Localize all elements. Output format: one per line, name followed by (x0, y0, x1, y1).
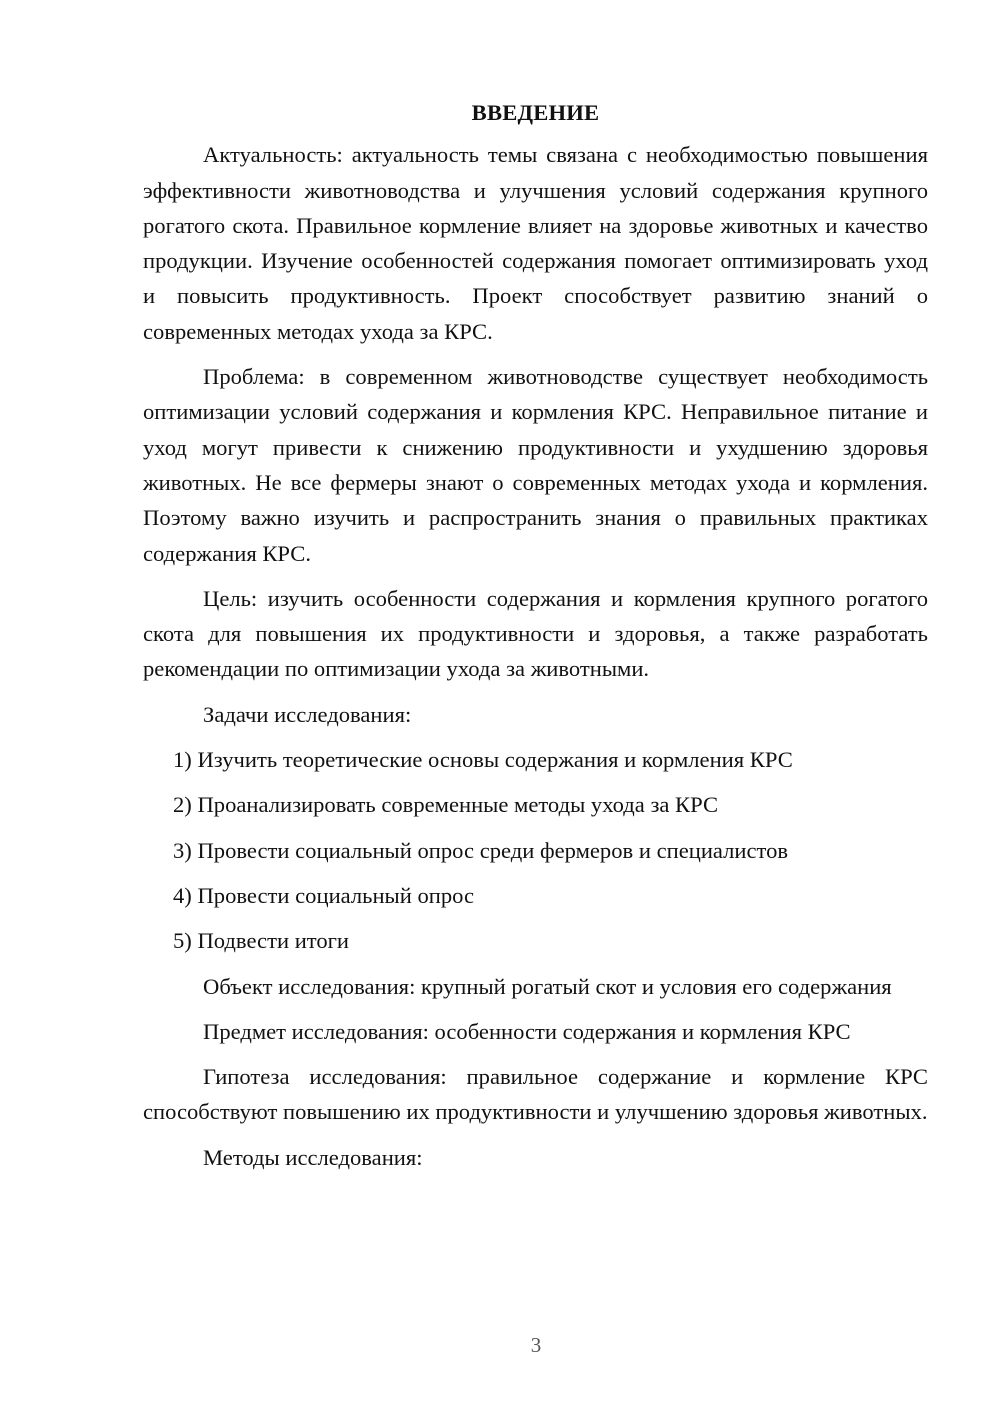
task-item: 2) Проанализировать современные методы ухода за КРС (173, 792, 719, 818)
document-body (143, 95, 928, 1185)
page-number: 3 (530, 1333, 542, 1357)
task-item: 1) Изучить теоретические основы содержания и кормления КРС (173, 747, 793, 773)
task-item: 5) Подвести итоги (173, 928, 350, 954)
task-item: 3) Провести социальный опрос среди фермеров и специалистов (173, 837, 789, 863)
relevance-paragraph: Актуальность: актуальность темы связана с необходимостью повышения эффективности животноводства и улучшения условий содержания крупного рогатого скота. Правильное кормление влияет на здоровье животных и качество продукции. Изучение особенностей содержания помогает оптимизировать уход и повысить продуктивность. Проект способствует развитию знаний о современных методах ухода за КРС. (143, 142, 928, 344)
subject-paragraph: Предмет исследования: особенности содержания и кормления КРС (203, 1018, 851, 1044)
tasks-heading: Задачи исследования: (203, 701, 412, 727)
object-paragraph: Объект исследования: крупный рогатый скот и условия его содержания (203, 973, 892, 999)
page-title: ВВЕДЕНИЕ (471, 100, 600, 125)
task-item: 4) Провести социальный опрос (173, 882, 475, 908)
methods-heading: Методы исследования: (203, 1144, 423, 1170)
goal-paragraph: Цель: изучить особенности содержания и кормления крупного рогатого скота для повышения их продуктивности и здоровья, а также разработать рекомендации по оптимизации ухода за животными. (143, 585, 928, 682)
tasks-list (143, 742, 928, 958)
hypothesis-paragraph: Гипотеза исследования: правильное содержание и кормление КРС способствуют повышению их продуктивности и улучшению здоровья животных. (143, 1064, 928, 1125)
problem-paragraph: Проблема: в современном животноводстве существует необходимость оптимизации условий содержания и кормления КРС. Неправильное питание и уход могут привести к снижению продуктивности и ухудшению здоровья животных. Не все фермеры знают о современных методах ухода и кормления. Поэтому важно изучить и распространить знания о правильных практиках содержания КРС. (143, 364, 928, 566)
